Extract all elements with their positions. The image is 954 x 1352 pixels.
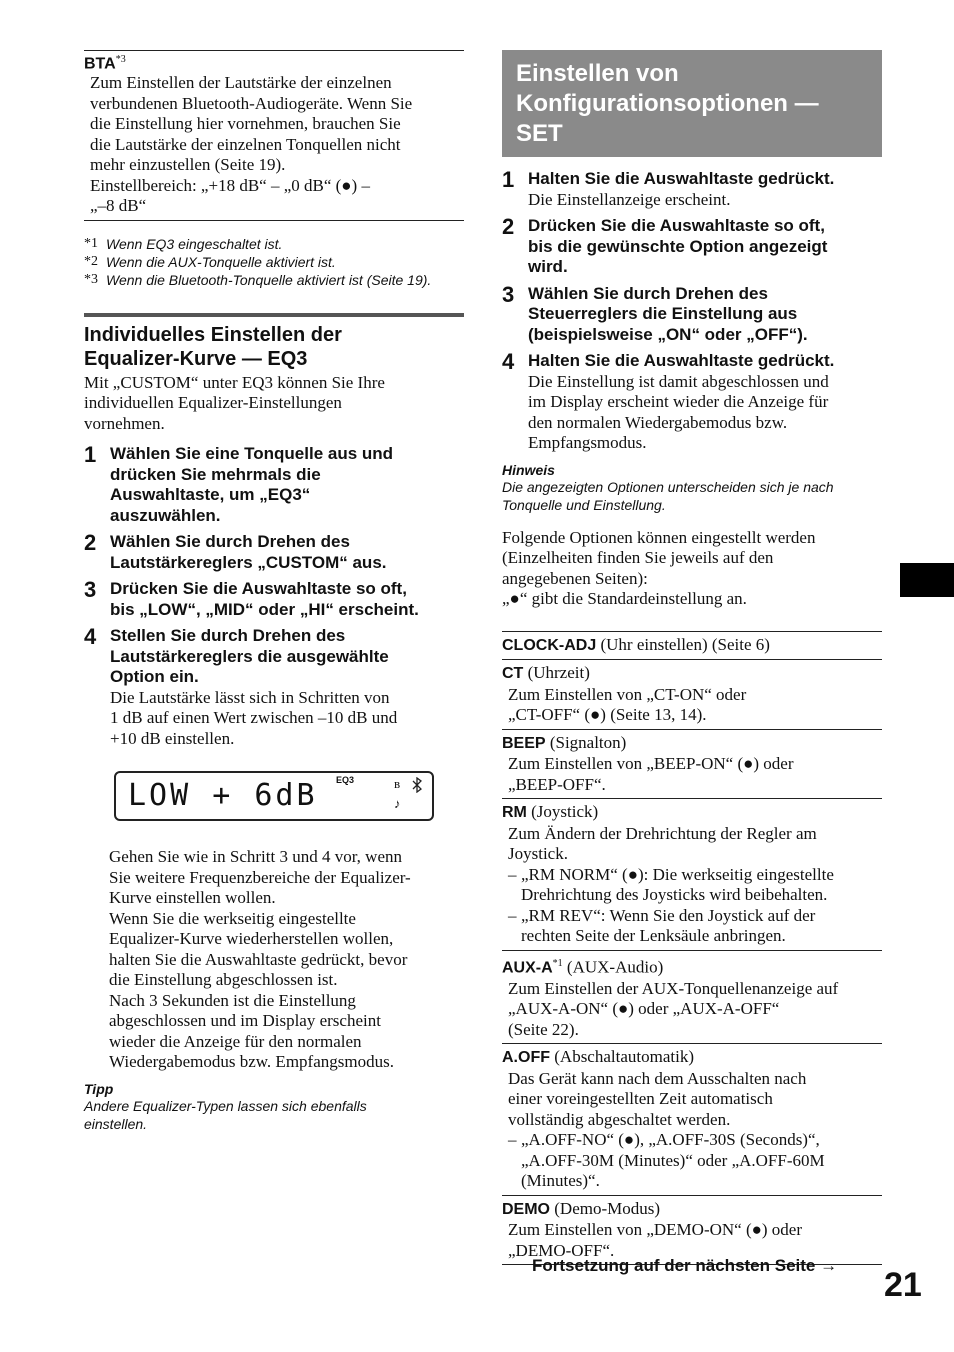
eq3-step-3: 3 Drücken Sie die Auswahltaste so oft, bis „LOW“, „MID“ oder „HI“ erscheint. bbox=[84, 577, 419, 619]
options-list bbox=[502, 631, 882, 1266]
eq3-after-text: Gehen Sie wie in Schritt 3 und 4 vor, wenn Sie weitere Frequenzbereiche der Equalizer- Kurve einstellen wollen. Wenn Sie die werkseitig eingestellte Equalizer-Kurve wiederherstellen wollen, halten Sie die Auswahltaste gedrückt, bevor die Einstellung abgeschlossen ist. Nach 3 Sekunden ist die Einstellung abgeschlossen und im Display erscheint wieder die Anzeige für den normalen Wiedergabemodus bzw. Empfangsmodus. bbox=[109, 847, 411, 1072]
footnotes bbox=[84, 235, 464, 289]
bta-heading: BTA$^{*3}$ bbox=[84, 54, 126, 73]
set-section-title: Einstellen von Konfigurationsoptionen — SET bbox=[502, 50, 882, 157]
right-column bbox=[502, 50, 882, 1265]
footnote: *1 Wenn EQ3 eingeschaltet ist. bbox=[84, 235, 283, 252]
set-step-4: 4 Halten Sie die Auswahltaste gedrückt. Die Einstellung ist damit abgeschlossen und im Display erscheint wieder die Anzeige für den normalen Wiedergabemodus bzw. Empfangsmodus. bbox=[502, 349, 835, 452]
bluetooth-icon: ʙ bbox=[394, 776, 401, 792]
bluetooth-signal-icon bbox=[411, 777, 423, 795]
eq3-step-4: 4 Stellen Sie durch Drehen des Lautstärkereglers die ausgewählte Option ein. Die Lautstärke lässt sich in Schritten von 1 dB auf einen Wert zwischen –10 dB und +10 dB einstellen. bbox=[84, 624, 398, 748]
phone-audio-icon: ♪ bbox=[394, 796, 401, 812]
tip-heading: Tipp bbox=[84, 1080, 114, 1097]
chapter-tab-marker bbox=[900, 563, 954, 597]
eq3-step-1: 1 Wählen Sie eine Tonquelle aus und drücken Sie mehrmals die Auswahltaste, um „EQ3“ auszuwählen. bbox=[84, 442, 394, 525]
lcd-display-illustration bbox=[114, 771, 434, 821]
option-demo: DEMO (Demo-Modus) Zum Einstellen von „DEMO-ON“ (●) oder „DEMO-OFF“. bbox=[502, 1195, 882, 1266]
eq3-heading: Individuelles Einstellen der Equalizer-Kurve — EQ3 bbox=[84, 323, 342, 370]
lcd-eq3-badge: EQ3 bbox=[336, 775, 355, 786]
bta-top-rule bbox=[84, 50, 464, 51]
footnote: *3 Wenn die Bluetooth-Tonquelle aktiviert ist (Seite 19). bbox=[84, 271, 432, 288]
option-bullet: – „RM REV“: Wenn Sie den Joystick auf der rechten Seite der Lenksäule anbringen. bbox=[508, 905, 816, 945]
tip-text: Andere Equalizer-Typen lassen sich ebenfalls einstellen. bbox=[84, 1097, 367, 1132]
note-heading: Hinweis bbox=[502, 461, 555, 478]
lcd-main-text: LOW + 6dB bbox=[128, 778, 318, 814]
continued-note: Fortsetzung auf der nächsten Seite → bbox=[532, 1256, 838, 1275]
page-number: 21 bbox=[884, 1266, 922, 1304]
options-intro: Folgende Optionen können eingestellt werden (Einzelheiten finden Sie jeweils auf den angegebenen Seiten): „●“ gibt die Standardeinstellung an. bbox=[502, 527, 816, 608]
option-a-off: A.OFF (Abschaltautomatik) Das Gerät kann nach dem Ausschalten nach einer voreingestellten Zeit automatisch vollständig abgeschaltet werden. – „A.OFF-NO“ (●), „A.OFF-30S (Seconds)“, „A.OFF-30M (Minutes)“ oder „A.OFF-60M (Minutes)“. bbox=[502, 1043, 882, 1195]
set-step-1: 1 Halten Sie die Auswahltaste gedrückt. Die Einstellanzeige erscheint. bbox=[502, 167, 835, 209]
option-ct: CT (Uhrzeit) Zum Einstellen von „CT-ON“ oder „CT-OFF“ (●) (Seite 13, 14). bbox=[502, 659, 882, 729]
left-column bbox=[84, 50, 464, 1133]
eq3-step-2: 2 Wählen Sie durch Drehen des Lautstärkereglers „CUSTOM“ aus. bbox=[84, 530, 387, 572]
set-step-2: 2 Drücken Sie die Auswahltaste so oft, bis die gewünschte Option angezeigt wird. bbox=[502, 214, 828, 276]
section-rule bbox=[84, 313, 464, 317]
bta-bottom-rule bbox=[84, 220, 464, 221]
option-clock-adj: CLOCK-ADJ (Uhr einstellen) (Seite 6) bbox=[502, 631, 882, 660]
set-step-3: 3 Wählen Sie durch Drehen des Steuerreglers die Einstellung aus (beispielsweise „ON“ oder „OFF“). bbox=[502, 281, 808, 344]
footnote: *2 Wenn die AUX-Tonquelle aktiviert ist. bbox=[84, 253, 336, 270]
option-bullet: – „A.OFF-NO“ (●), „A.OFF-30S (Seconds)“, „A.OFF-30M (Minutes)“ oder „A.OFF-60M (Minutes)“. bbox=[508, 1130, 825, 1191]
option-aux-a: AUX-$A^{*1}$ (AUX-Audio) Zum Einstellen der AUX-Tonquellenanzeige auf „AUX-A-ON“ (●) oder „AUX-A-OFF“ (Seite 22). bbox=[502, 950, 882, 1044]
bta-description: Zum Einstellen der Lautstärke der einzelnen verbundenen Bluetooth-Audiogeräte. Wenn Sie die Einstellung hier vornehmen, brauchen Sie die Lautstärke der einzelnen Tonquellen nicht mehr einzustellen (Seite 19). Einstellbereich: „+18 dB“ – „0 dB“ (●) – „–8 dB“ bbox=[90, 73, 413, 216]
note-text: Die angezeigten Optionen unterscheiden sich je nach Tonquelle und Einstellung. bbox=[502, 478, 834, 513]
eq3-intro: Mit „CUSTOM“ unter EQ3 können Sie Ihre individuellen Equalizer-Einstellungen vornehmen. bbox=[84, 372, 385, 433]
option-bullet: – „RM NORM“ (●): Die werkseitig eingestellte Drehrichtung des Joysticks wird beibehalten. bbox=[508, 864, 834, 904]
option-rm: RM (Joystick) Zum Ändern der Drehrichtung der Regler am Joystick. – „RM NORM“ (●): Die werkseitig eingestellte Drehrichtung des Joysticks wird beibehalten. – „RM REV“: Wenn Sie den Joystick auf der rechten Seite der Lenksäule anbringen. bbox=[502, 798, 882, 950]
option-beep: BEEP (Signalton) Zum Einstellen von „BEEP-ON“ (●) oder „BEEP-OFF“. bbox=[502, 729, 882, 799]
